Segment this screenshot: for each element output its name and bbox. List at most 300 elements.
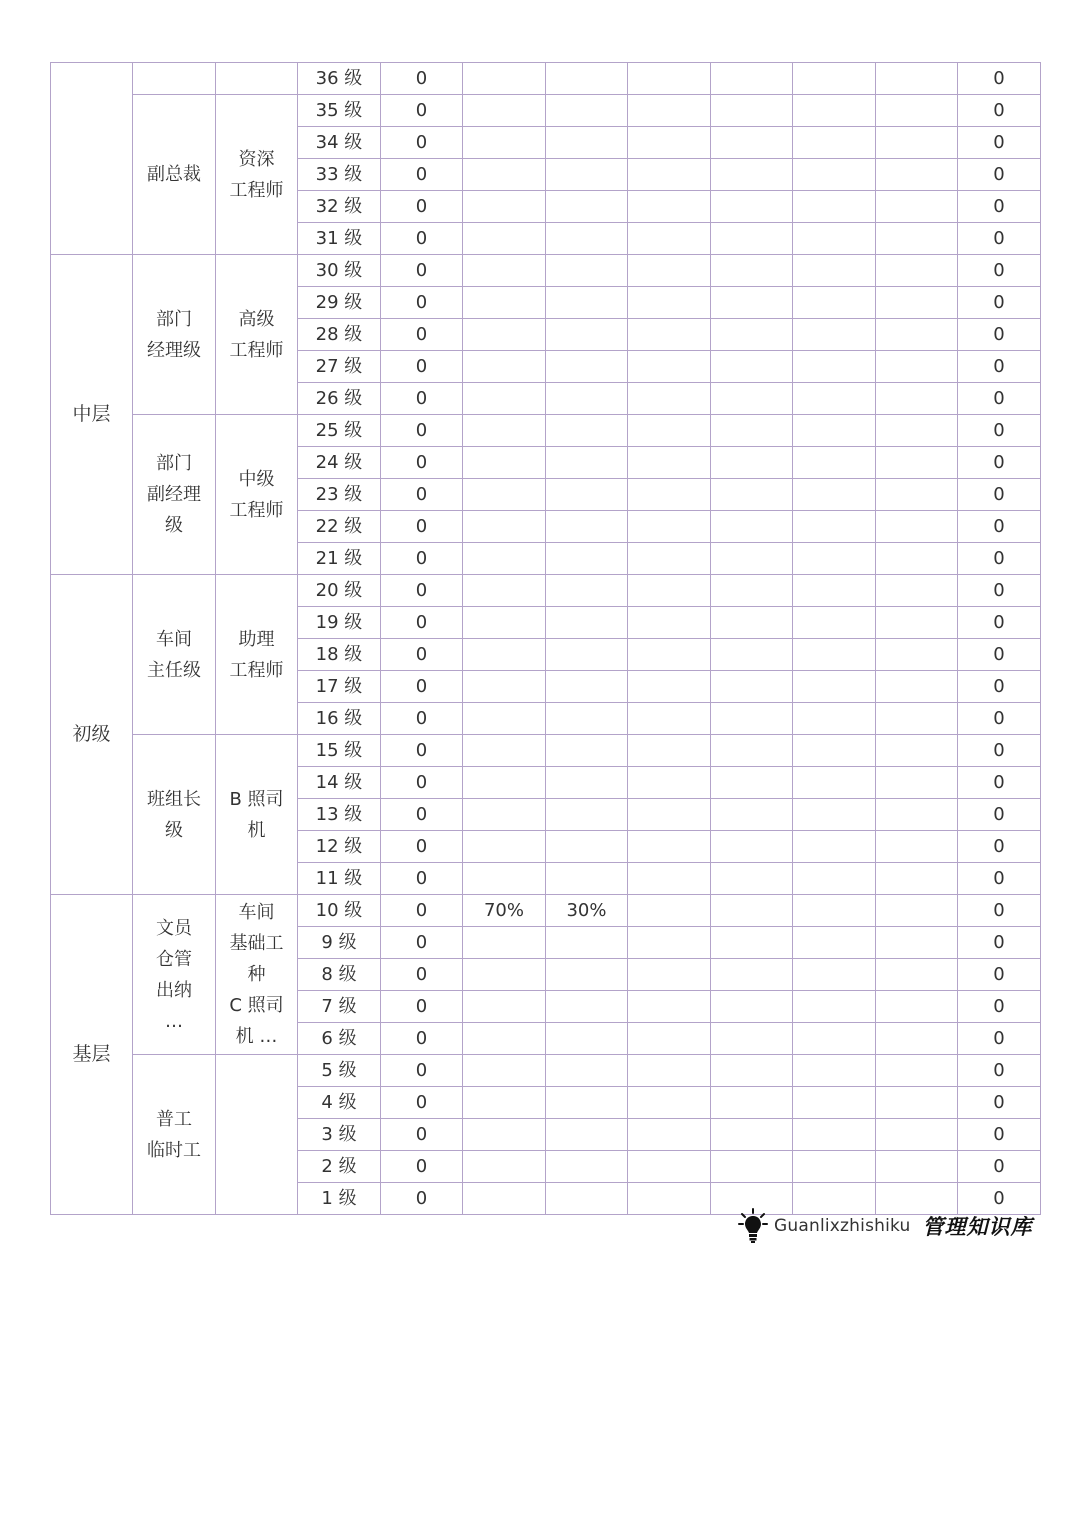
empty-cell — [793, 895, 876, 927]
level-cell: 7 级 — [298, 991, 381, 1023]
table-row — [51, 255, 1041, 287]
level-cell: 36 级 — [298, 63, 381, 95]
base-value-cell: 0 — [381, 927, 463, 959]
title-label: 种 — [247, 964, 266, 985]
ratio-2-cell — [546, 447, 628, 479]
empty-cell — [793, 703, 876, 735]
empty-cell — [711, 255, 793, 287]
level-cell: 16 级 — [298, 703, 381, 735]
level-cell: 10 级 — [298, 895, 381, 927]
ratio-1-cell — [463, 479, 546, 511]
empty-cell — [793, 767, 876, 799]
ratio-1-cell — [463, 351, 546, 383]
empty-cell — [876, 63, 958, 95]
empty-cell — [793, 959, 876, 991]
empty-cell — [793, 735, 876, 767]
base-value-cell: 0 — [381, 991, 463, 1023]
empty-cell — [711, 671, 793, 703]
base-value-cell: 0 — [381, 799, 463, 831]
title-label: 高级 — [238, 308, 275, 330]
empty-cell — [628, 63, 711, 95]
empty-cell — [876, 895, 958, 927]
base-value-cell: 0 — [381, 543, 463, 575]
empty-cell — [711, 511, 793, 543]
position-label: 副经理 — [147, 484, 201, 505]
total-cell: 0 — [958, 223, 1041, 255]
empty-cell — [711, 351, 793, 383]
empty-cell — [876, 319, 958, 351]
level-cell: 17 级 — [298, 671, 381, 703]
total-cell: 0 — [958, 287, 1041, 319]
ratio-2-cell — [546, 1183, 628, 1215]
ratio-1-cell — [463, 95, 546, 127]
empty-cell — [876, 255, 958, 287]
level-cell: 5 级 — [298, 1055, 381, 1087]
title-cell — [216, 95, 298, 255]
total-cell: 0 — [958, 799, 1041, 831]
ratio-1-cell — [463, 703, 546, 735]
ratio-2-cell — [546, 863, 628, 895]
empty-cell — [711, 959, 793, 991]
ratio-2-cell — [546, 959, 628, 991]
base-value-cell: 0 — [381, 703, 463, 735]
empty-cell — [876, 1023, 958, 1055]
empty-cell — [793, 575, 876, 607]
empty-cell — [876, 383, 958, 415]
empty-cell — [876, 991, 958, 1023]
base-value-cell: 0 — [381, 511, 463, 543]
ratio-1-cell — [463, 1087, 546, 1119]
base-value-cell: 0 — [381, 63, 463, 95]
empty-cell — [711, 895, 793, 927]
ratio-1-cell — [463, 799, 546, 831]
empty-cell — [628, 959, 711, 991]
total-cell: 0 — [958, 735, 1041, 767]
total-cell: 0 — [958, 671, 1041, 703]
empty-cell — [793, 191, 876, 223]
ratio-2-cell — [546, 639, 628, 671]
empty-cell — [628, 767, 711, 799]
level-cell: 20 级 — [298, 575, 381, 607]
tier-cell — [51, 63, 133, 255]
position-cell — [133, 735, 216, 895]
ratio-1-cell — [463, 127, 546, 159]
empty-cell — [876, 863, 958, 895]
ratio-1-cell — [463, 223, 546, 255]
position-label: 级 — [165, 515, 183, 536]
empty-cell — [793, 447, 876, 479]
title-label: C 照司 — [229, 995, 284, 1016]
ratio-2-cell — [546, 575, 628, 607]
ratio-2-cell — [546, 287, 628, 319]
level-cell: 4 级 — [298, 1087, 381, 1119]
position-label: 主任级 — [147, 659, 201, 681]
position-label: 部门 — [156, 453, 192, 474]
empty-cell — [793, 63, 876, 95]
base-value-cell: 0 — [381, 287, 463, 319]
level-cell: 25 级 — [298, 415, 381, 447]
grade-table-body — [51, 63, 1041, 1215]
total-cell: 0 — [958, 1151, 1041, 1183]
empty-cell — [876, 767, 958, 799]
base-value-cell: 0 — [381, 191, 463, 223]
ratio-1-cell — [463, 991, 546, 1023]
ratio-1-cell — [463, 415, 546, 447]
empty-cell — [628, 575, 711, 607]
ratio-1-cell — [463, 63, 546, 95]
empty-cell — [876, 127, 958, 159]
empty-cell — [628, 479, 711, 511]
empty-cell — [711, 607, 793, 639]
empty-cell — [793, 351, 876, 383]
empty-cell — [628, 895, 711, 927]
ratio-2-cell — [546, 351, 628, 383]
position-label: 级 — [165, 819, 183, 841]
ratio-2-cell — [546, 127, 628, 159]
grade-table — [50, 62, 1041, 1215]
level-cell: 33 级 — [298, 159, 381, 191]
empty-cell — [711, 287, 793, 319]
ratio-1-cell — [463, 1055, 546, 1087]
ratio-2-cell — [546, 1151, 628, 1183]
empty-cell — [628, 927, 711, 959]
empty-cell — [628, 255, 711, 287]
position-cell — [133, 255, 216, 415]
tier-label: 中层 — [72, 403, 111, 425]
empty-cell — [628, 607, 711, 639]
empty-cell — [711, 639, 793, 671]
empty-cell — [628, 415, 711, 447]
base-value-cell: 0 — [381, 607, 463, 639]
ratio-2-cell — [546, 543, 628, 575]
empty-cell — [711, 575, 793, 607]
empty-cell — [628, 1183, 711, 1215]
level-cell: 12 级 — [298, 831, 381, 863]
position-label: 经理级 — [147, 339, 201, 361]
empty-cell — [628, 511, 711, 543]
empty-cell — [711, 1151, 793, 1183]
base-value-cell: 0 — [381, 959, 463, 991]
brand-english-name: Guanlixzhishiku — [774, 1216, 911, 1236]
level-cell: 3 级 — [298, 1119, 381, 1151]
base-value-cell: 0 — [381, 383, 463, 415]
empty-cell — [793, 543, 876, 575]
total-cell: 0 — [958, 415, 1041, 447]
total-cell: 0 — [958, 319, 1041, 351]
empty-cell — [628, 383, 711, 415]
ratio-2-cell — [546, 671, 628, 703]
title-label: 机 … — [235, 1026, 278, 1047]
tier-cell — [51, 895, 133, 1215]
empty-cell — [876, 1055, 958, 1087]
empty-cell — [793, 671, 876, 703]
title-label: 助理 — [238, 628, 275, 650]
empty-cell — [711, 1087, 793, 1119]
empty-cell — [711, 735, 793, 767]
level-cell: 6 级 — [298, 1023, 381, 1055]
level-cell: 22 级 — [298, 511, 381, 543]
total-cell: 0 — [958, 767, 1041, 799]
empty-cell — [711, 223, 793, 255]
empty-cell — [793, 255, 876, 287]
ratio-2-cell: 30% — [546, 895, 628, 927]
ratio-1-cell — [463, 927, 546, 959]
title-label: 机 — [247, 819, 266, 841]
total-cell: 0 — [958, 639, 1041, 671]
level-cell: 9 级 — [298, 927, 381, 959]
empty-cell — [793, 415, 876, 447]
total-cell: 0 — [958, 863, 1041, 895]
total-cell: 0 — [958, 895, 1041, 927]
base-value-cell: 0 — [381, 639, 463, 671]
base-value-cell: 0 — [381, 1055, 463, 1087]
title-label: 工程师 — [229, 659, 284, 681]
empty-cell — [628, 159, 711, 191]
ratio-2-cell — [546, 1087, 628, 1119]
table-row — [51, 1055, 1041, 1087]
title-cell — [216, 415, 298, 575]
empty-cell — [876, 831, 958, 863]
empty-cell — [711, 319, 793, 351]
empty-cell — [793, 287, 876, 319]
empty-cell — [793, 1023, 876, 1055]
position-label: 副总裁 — [147, 164, 201, 185]
title-label: 基础工 — [229, 933, 284, 954]
ratio-1-cell — [463, 863, 546, 895]
total-cell: 0 — [958, 927, 1041, 959]
ratio-2-cell — [546, 767, 628, 799]
position-cell — [133, 575, 216, 735]
level-cell: 34 级 — [298, 127, 381, 159]
empty-cell — [628, 319, 711, 351]
position-label: 普工 — [156, 1108, 192, 1130]
empty-cell — [793, 1151, 876, 1183]
tier-cell — [51, 255, 133, 575]
position-cell — [133, 1055, 216, 1215]
ratio-2-cell — [546, 735, 628, 767]
total-cell: 0 — [958, 959, 1041, 991]
empty-cell — [711, 1055, 793, 1087]
total-cell: 0 — [958, 1183, 1041, 1215]
table-row — [51, 63, 1041, 95]
empty-cell — [793, 319, 876, 351]
table-row — [51, 575, 1041, 607]
tier-label: 初级 — [72, 723, 111, 745]
ratio-1-cell — [463, 959, 546, 991]
title-cell — [216, 575, 298, 735]
empty-cell — [876, 351, 958, 383]
base-value-cell: 0 — [381, 95, 463, 127]
ratio-1-cell — [463, 607, 546, 639]
total-cell: 0 — [958, 95, 1041, 127]
total-cell: 0 — [958, 127, 1041, 159]
ratio-2-cell — [546, 223, 628, 255]
empty-cell — [876, 159, 958, 191]
empty-cell — [628, 223, 711, 255]
empty-cell — [628, 831, 711, 863]
base-value-cell: 0 — [381, 1023, 463, 1055]
empty-cell — [711, 991, 793, 1023]
empty-cell — [876, 447, 958, 479]
base-value-cell: 0 — [381, 351, 463, 383]
level-cell: 30 级 — [298, 255, 381, 287]
empty-cell — [793, 831, 876, 863]
empty-cell — [711, 543, 793, 575]
empty-cell — [876, 671, 958, 703]
empty-cell — [628, 799, 711, 831]
base-value-cell: 0 — [381, 1151, 463, 1183]
empty-cell — [876, 1119, 958, 1151]
empty-cell — [876, 703, 958, 735]
title-cell — [216, 1055, 298, 1215]
empty-cell — [628, 991, 711, 1023]
total-cell: 0 — [958, 255, 1041, 287]
table-row — [51, 95, 1041, 127]
title-cell — [216, 895, 298, 1055]
total-cell: 0 — [958, 383, 1041, 415]
base-value-cell: 0 — [381, 735, 463, 767]
position-label: 文员 — [156, 917, 192, 939]
empty-cell — [876, 1151, 958, 1183]
ratio-1-cell — [463, 159, 546, 191]
empty-cell — [793, 383, 876, 415]
total-cell: 0 — [958, 1119, 1041, 1151]
empty-cell — [711, 159, 793, 191]
position-cell — [133, 895, 216, 1055]
base-value-cell: 0 — [381, 895, 463, 927]
total-cell: 0 — [958, 991, 1041, 1023]
empty-cell — [876, 543, 958, 575]
total-cell: 0 — [958, 1055, 1041, 1087]
level-cell: 2 级 — [298, 1151, 381, 1183]
empty-cell — [876, 639, 958, 671]
empty-cell — [793, 479, 876, 511]
title-label: 资深 — [238, 148, 275, 170]
level-cell: 24 级 — [298, 447, 381, 479]
empty-cell — [793, 127, 876, 159]
title-label: 车间 — [238, 902, 275, 923]
level-cell: 32 级 — [298, 191, 381, 223]
ratio-1-cell — [463, 639, 546, 671]
empty-cell — [711, 831, 793, 863]
empty-cell — [876, 607, 958, 639]
position-label: 临时工 — [147, 1139, 201, 1161]
ratio-1-cell — [463, 1119, 546, 1151]
level-cell: 23 级 — [298, 479, 381, 511]
position-label: … — [165, 1010, 183, 1032]
empty-cell — [876, 799, 958, 831]
tier-cell — [51, 575, 133, 895]
ratio-1-cell — [463, 1151, 546, 1183]
level-cell: 35 级 — [298, 95, 381, 127]
ratio-1-cell: 70% — [463, 895, 546, 927]
total-cell: 0 — [958, 159, 1041, 191]
tier-label: 基层 — [72, 1043, 111, 1065]
empty-cell — [876, 735, 958, 767]
total-cell: 0 — [958, 543, 1041, 575]
base-value-cell: 0 — [381, 1183, 463, 1215]
level-cell: 14 级 — [298, 767, 381, 799]
ratio-2-cell — [546, 1023, 628, 1055]
empty-cell — [876, 95, 958, 127]
ratio-2-cell — [546, 831, 628, 863]
empty-cell — [711, 863, 793, 895]
empty-cell — [793, 1119, 876, 1151]
ratio-2-cell — [546, 927, 628, 959]
empty-cell — [628, 447, 711, 479]
total-cell: 0 — [958, 1023, 1041, 1055]
position-cell — [133, 63, 216, 95]
empty-cell — [711, 703, 793, 735]
empty-cell — [793, 223, 876, 255]
lightbulb-icon — [738, 1208, 768, 1244]
empty-cell — [876, 287, 958, 319]
empty-cell — [711, 63, 793, 95]
empty-cell — [711, 767, 793, 799]
ratio-2-cell — [546, 1055, 628, 1087]
ratio-2-cell — [546, 159, 628, 191]
empty-cell — [628, 671, 711, 703]
empty-cell — [628, 1151, 711, 1183]
title-label: 工程师 — [229, 339, 284, 361]
total-cell: 0 — [958, 63, 1041, 95]
table-row — [51, 415, 1041, 447]
level-cell: 21 级 — [298, 543, 381, 575]
ratio-2-cell — [546, 991, 628, 1023]
base-value-cell: 0 — [381, 223, 463, 255]
empty-cell — [628, 863, 711, 895]
ratio-2-cell — [546, 1119, 628, 1151]
level-cell: 18 级 — [298, 639, 381, 671]
empty-cell — [628, 735, 711, 767]
level-cell: 27 级 — [298, 351, 381, 383]
ratio-1-cell — [463, 735, 546, 767]
title-cell — [216, 255, 298, 415]
ratio-2-cell — [546, 415, 628, 447]
title-label: 工程师 — [229, 179, 284, 201]
ratio-1-cell — [463, 1183, 546, 1215]
base-value-cell: 0 — [381, 575, 463, 607]
ratio-1-cell — [463, 831, 546, 863]
ratio-1-cell — [463, 383, 546, 415]
base-value-cell: 0 — [381, 479, 463, 511]
total-cell: 0 — [958, 831, 1041, 863]
total-cell: 0 — [958, 351, 1041, 383]
total-cell: 0 — [958, 1087, 1041, 1119]
empty-cell — [793, 1087, 876, 1119]
ratio-2-cell — [546, 703, 628, 735]
empty-cell — [876, 223, 958, 255]
total-cell: 0 — [958, 511, 1041, 543]
total-cell: 0 — [958, 447, 1041, 479]
level-cell: 1 级 — [298, 1183, 381, 1215]
empty-cell — [793, 1055, 876, 1087]
level-cell: 15 级 — [298, 735, 381, 767]
ratio-1-cell — [463, 511, 546, 543]
empty-cell — [793, 863, 876, 895]
title-label: 工程师 — [229, 499, 284, 521]
ratio-2-cell — [546, 511, 628, 543]
title-cell — [216, 63, 298, 95]
empty-cell — [628, 95, 711, 127]
table-row — [51, 895, 1041, 927]
position-cell — [133, 415, 216, 575]
level-cell: 29 级 — [298, 287, 381, 319]
level-cell: 13 级 — [298, 799, 381, 831]
base-value-cell: 0 — [381, 447, 463, 479]
empty-cell — [793, 511, 876, 543]
position-label: 班组长 — [147, 788, 201, 810]
